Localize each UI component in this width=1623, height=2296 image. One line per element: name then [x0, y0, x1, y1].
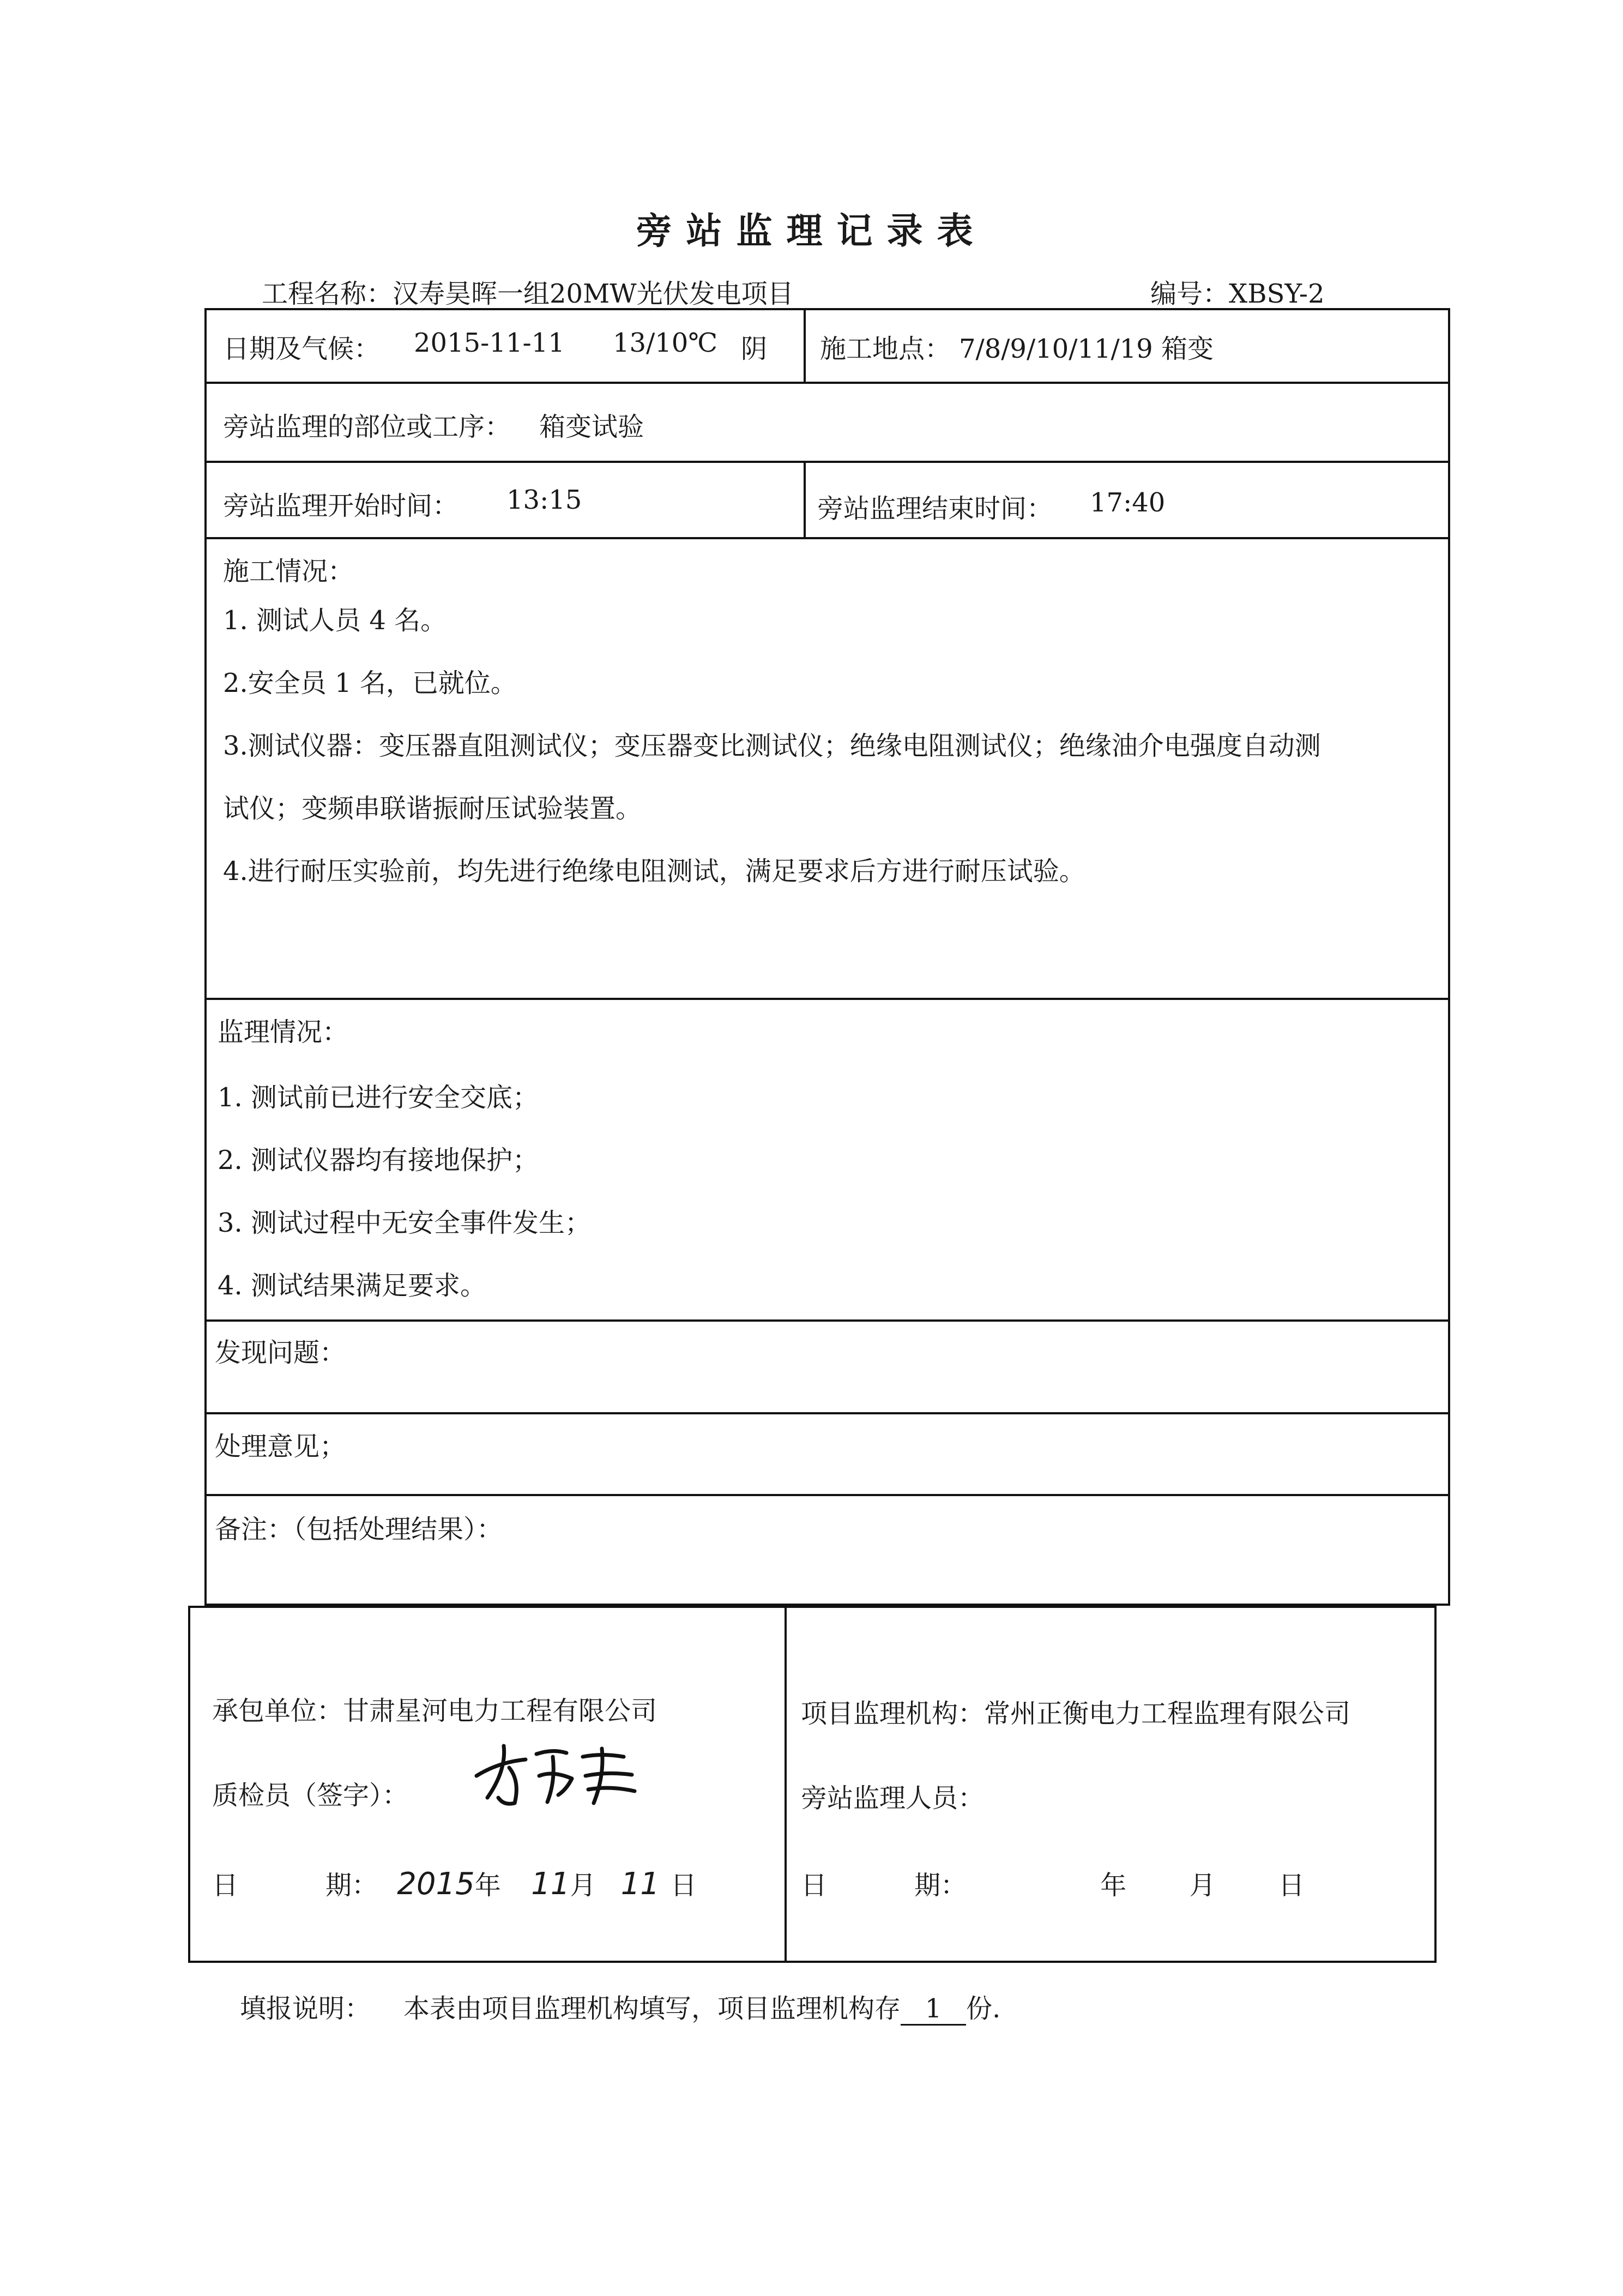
site-value: 7/8/9/10/11/19 箱变 [959, 334, 1214, 364]
supervisor-year-char: 年 [1100, 1870, 1127, 1901]
contractor-year-char: 年 [474, 1870, 501, 1901]
project-name-value: 汉寿昊晖一组20MW光伏发电项目 [393, 279, 794, 309]
inspector-label: 质检员（签字）： [212, 1780, 409, 1811]
supervision-line: 1. 测试前已进行安全交底； [218, 1082, 539, 1113]
contractor-date-year: 2015 [397, 1866, 475, 1902]
supervisor-date-label-period: 期： [914, 1870, 967, 1901]
issues-section [207, 1322, 1448, 1414]
end-time-value: 17:40 [1090, 487, 1166, 518]
record-number-value: XBSY-2 [1229, 279, 1325, 309]
record-number-line [1150, 273, 1325, 310]
contractor-unit-line [212, 1690, 657, 1727]
supervisor-org-label: 项目监理机构： [801, 1698, 985, 1729]
part-process-label: 旁站监理的部位或工序： [223, 412, 511, 442]
supervision-line: 2. 测试仪器均有接地保护； [218, 1145, 539, 1176]
remarks-section [207, 1496, 1448, 1605]
supervision-line: 4. 测试结果满足要求。 [218, 1270, 487, 1301]
fill-instructions [240, 1987, 1000, 2026]
site-label: 施工地点： [820, 334, 951, 364]
fill-instructions-copies: 1 [901, 1993, 966, 2026]
end-time-label: 旁站监理结束时间： [817, 493, 1053, 524]
contractor-day-char: 日 [670, 1870, 697, 1901]
supervisor-person-line [801, 1777, 984, 1815]
supervision-heading: 监理情况： [218, 1017, 349, 1047]
supervisor-date-label-day: 日 [801, 1870, 828, 1901]
signature-table-divider [785, 1608, 787, 1961]
start-time-value: 13:15 [506, 485, 582, 515]
record-number-label: 编号： [1150, 279, 1229, 309]
fill-instructions-text: 本表由项目监理机构填写，项目监理机构存 [403, 1993, 901, 2024]
contractor-date-month: 11 [531, 1866, 570, 1902]
construction-section [207, 539, 1448, 1000]
page-title: 旁站监理记录表 [636, 209, 987, 252]
contractor-unit-value: 甘肃星河电力工程有限公司 [343, 1696, 657, 1726]
date-value: 2015-11-11 [414, 328, 565, 358]
construction-line: 4.进行耐压实验前，均先进行绝缘电阻测试，满足要求后方进行耐压试验。 [223, 856, 1085, 887]
contractor-unit-label: 承包单位： [212, 1696, 343, 1726]
inspector-signature [466, 1738, 645, 1809]
supervision-line: 3. 测试过程中无安全事件发生； [218, 1208, 592, 1238]
opinion-section [207, 1414, 1448, 1496]
contractor-date-label-period: 期： [325, 1870, 378, 1901]
fill-instructions-prefix: 填报说明： [240, 1993, 371, 2024]
supervisor-person-label: 旁站监理人员： [801, 1783, 985, 1813]
construction-line: 1. 测试人员 4 名。 [223, 605, 447, 636]
start-time-label: 旁站监理开始时间： [223, 491, 459, 521]
construction-line: 3.测试仪器：变压器直阻测试仪；变压器变比测试仪；绝缘电阻测试仪；绝缘油介电强度自动测 [223, 731, 1321, 761]
contractor-date-label-day: 日 [212, 1870, 239, 1901]
project-name-line [262, 273, 794, 310]
construction-line: 2.安全员 1 名，已就位。 [223, 668, 517, 698]
supervisor-day-char: 日 [1278, 1870, 1305, 1901]
supervisor-month-char: 月 [1189, 1870, 1216, 1901]
row-times [207, 463, 1448, 539]
remarks-label: 备注：（包括处理结果）： [215, 1514, 503, 1545]
supervisor-org-value: 常州正衡电力工程监理有限公司 [984, 1698, 1351, 1729]
construction-line: 试仪；变频串联谐振耐压试验装置。 [223, 793, 642, 824]
contractor-date-line [212, 1864, 697, 1902]
part-process-value: 箱变试验 [539, 412, 644, 442]
date-weather-label: 日期及气候： [223, 334, 381, 364]
temperature-value: 13/10℃ [613, 328, 718, 358]
issues-label: 发现问题： [215, 1337, 346, 1368]
construction-heading: 施工情况： [223, 556, 354, 587]
row-date-site [207, 310, 1448, 384]
fill-instructions-suffix: 份. [966, 1993, 1001, 2024]
weather-value: 阴 [741, 334, 768, 364]
supervision-section [207, 1000, 1448, 1322]
opinion-label: 处理意见； [215, 1431, 346, 1462]
contractor-date-day: 11 [620, 1866, 660, 1902]
row-part-process [207, 384, 1448, 463]
row-times-divider [804, 463, 806, 537]
inspector-line [212, 1774, 408, 1812]
supervisor-date-line [801, 1864, 1305, 1902]
contractor-month-char: 月 [570, 1870, 596, 1901]
record-table-upper [204, 308, 1450, 1606]
row-date-site-divider [804, 310, 806, 382]
signature-table [188, 1606, 1437, 1963]
project-name-label: 工程名称： [262, 279, 393, 309]
supervisor-org-line [801, 1692, 1350, 1730]
